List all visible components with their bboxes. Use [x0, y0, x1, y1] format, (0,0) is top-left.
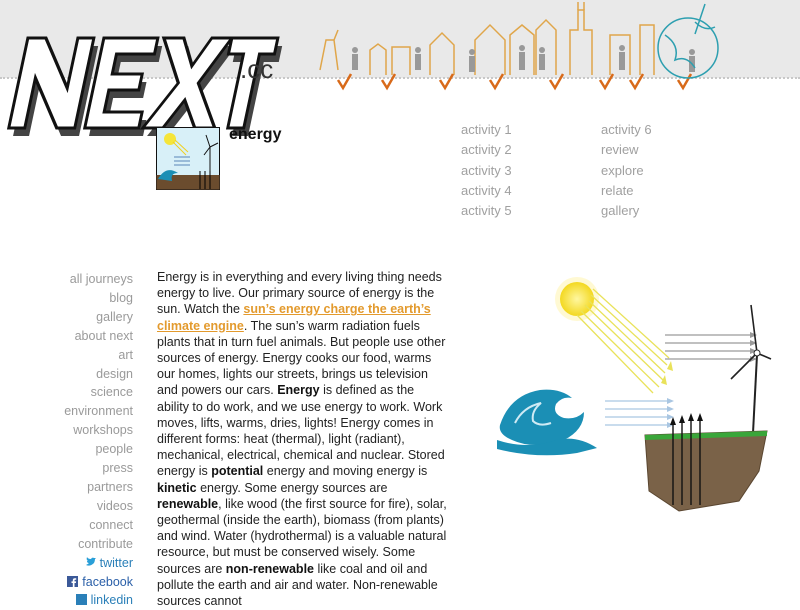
term-non-renewable: non-renewable — [225, 561, 314, 576]
body-text-6: , like wood (the first source for fire), solar, geothermal (inside the earth), biomass (from plants) and wind. Water (hydrothermal) is a valuable natural resource, but must be conserved wisely. Some sources are — [157, 496, 447, 576]
term-potential: potential — [211, 464, 264, 479]
term-energy: Energy — [277, 383, 320, 398]
body-text-4: energy and moving energy is — [263, 464, 428, 479]
activity-2-link[interactable]: activity 2 — [461, 142, 512, 157]
nav-blog[interactable]: blog — [109, 290, 133, 305]
nav-art[interactable]: art — [118, 347, 133, 362]
term-renewable: renewable — [157, 496, 219, 511]
skyline-illustration — [300, 0, 800, 95]
body-text-5: energy. Some energy sources are — [196, 480, 388, 495]
nav-design[interactable]: design — [96, 366, 133, 381]
activity-5-link[interactable]: activity 5 — [461, 203, 512, 218]
lesson-body — [157, 269, 447, 609]
nav-about-next[interactable]: about next — [74, 328, 133, 343]
activity-1-link[interactable]: activity 1 — [461, 122, 512, 137]
body-text-3: is defined as the ability to do work, and we use energy to work. Work moves, lifts, warms, dries, lights! Energy comes in different forms: heat (thermal), light (radiant), mechanical, electrical, chemical and nuclear. Stored energy is — [157, 383, 445, 479]
facebook-icon — [67, 576, 78, 587]
relate-link[interactable]: relate — [601, 183, 634, 198]
gallery-activity-link[interactable]: gallery — [601, 203, 640, 218]
next-logo[interactable] — [0, 0, 300, 140]
body-text-7: like coal and oil and pollute the earth and air and water. Non-renewable sources cannot — [157, 561, 438, 609]
logo-suffix: .cc — [240, 54, 274, 84]
twitter-label: twitter — [99, 555, 133, 570]
nav-all-journeys[interactable]: all journeys — [69, 272, 133, 286]
explore-link[interactable]: explore — [601, 163, 644, 178]
activity-6-link[interactable]: activity 6 — [601, 122, 652, 137]
climate-engine-link[interactable]: sun’s energy charge the earth’s climate engine — [157, 302, 431, 333]
nav-contribute[interactable]: contribute — [78, 536, 133, 551]
review-link[interactable]: review — [601, 142, 639, 157]
nav-videos[interactable]: videos — [96, 498, 133, 513]
body-text-1: Energy is in everything and every living thing needs energy to live. Our primary source of energy is the sun. Watch the — [157, 270, 442, 317]
nav-people[interactable]: people — [95, 442, 133, 457]
lesson-title: energy — [229, 126, 282, 143]
nav-gallery[interactable]: gallery — [96, 309, 133, 324]
nav-science[interactable]: science — [90, 385, 133, 400]
facebook-label: facebook — [82, 574, 133, 589]
energy-illustration — [495, 275, 785, 535]
twitter-icon — [85, 557, 96, 568]
activity-3-link[interactable]: activity 3 — [461, 163, 512, 178]
nav-partners[interactable]: partners — [87, 479, 133, 494]
activity-4-link[interactable]: activity 4 — [461, 183, 512, 198]
nav-environment[interactable]: environment — [64, 404, 133, 419]
nav-twitter[interactable] — [64, 554, 133, 573]
nav-linkedin[interactable] — [64, 591, 133, 610]
nav-workshops[interactable]: workshops — [73, 423, 133, 438]
energy-lesson-icon — [156, 127, 220, 190]
body-text-2: . The sun’s warm radiation fuels plants that in turn fuel animals. But people use other sources of energy. Energy cooks our food, warms our homes, lights our streets, brings us television and powers our cars. — [157, 318, 446, 398]
nav-facebook[interactable] — [64, 573, 133, 592]
linkedin-label: linkedin — [90, 593, 133, 608]
nav-connect[interactable]: connect — [89, 517, 133, 532]
term-kinetic: kinetic — [157, 480, 197, 495]
nav-press[interactable]: press — [102, 461, 133, 476]
sidebar-nav — [64, 270, 133, 610]
